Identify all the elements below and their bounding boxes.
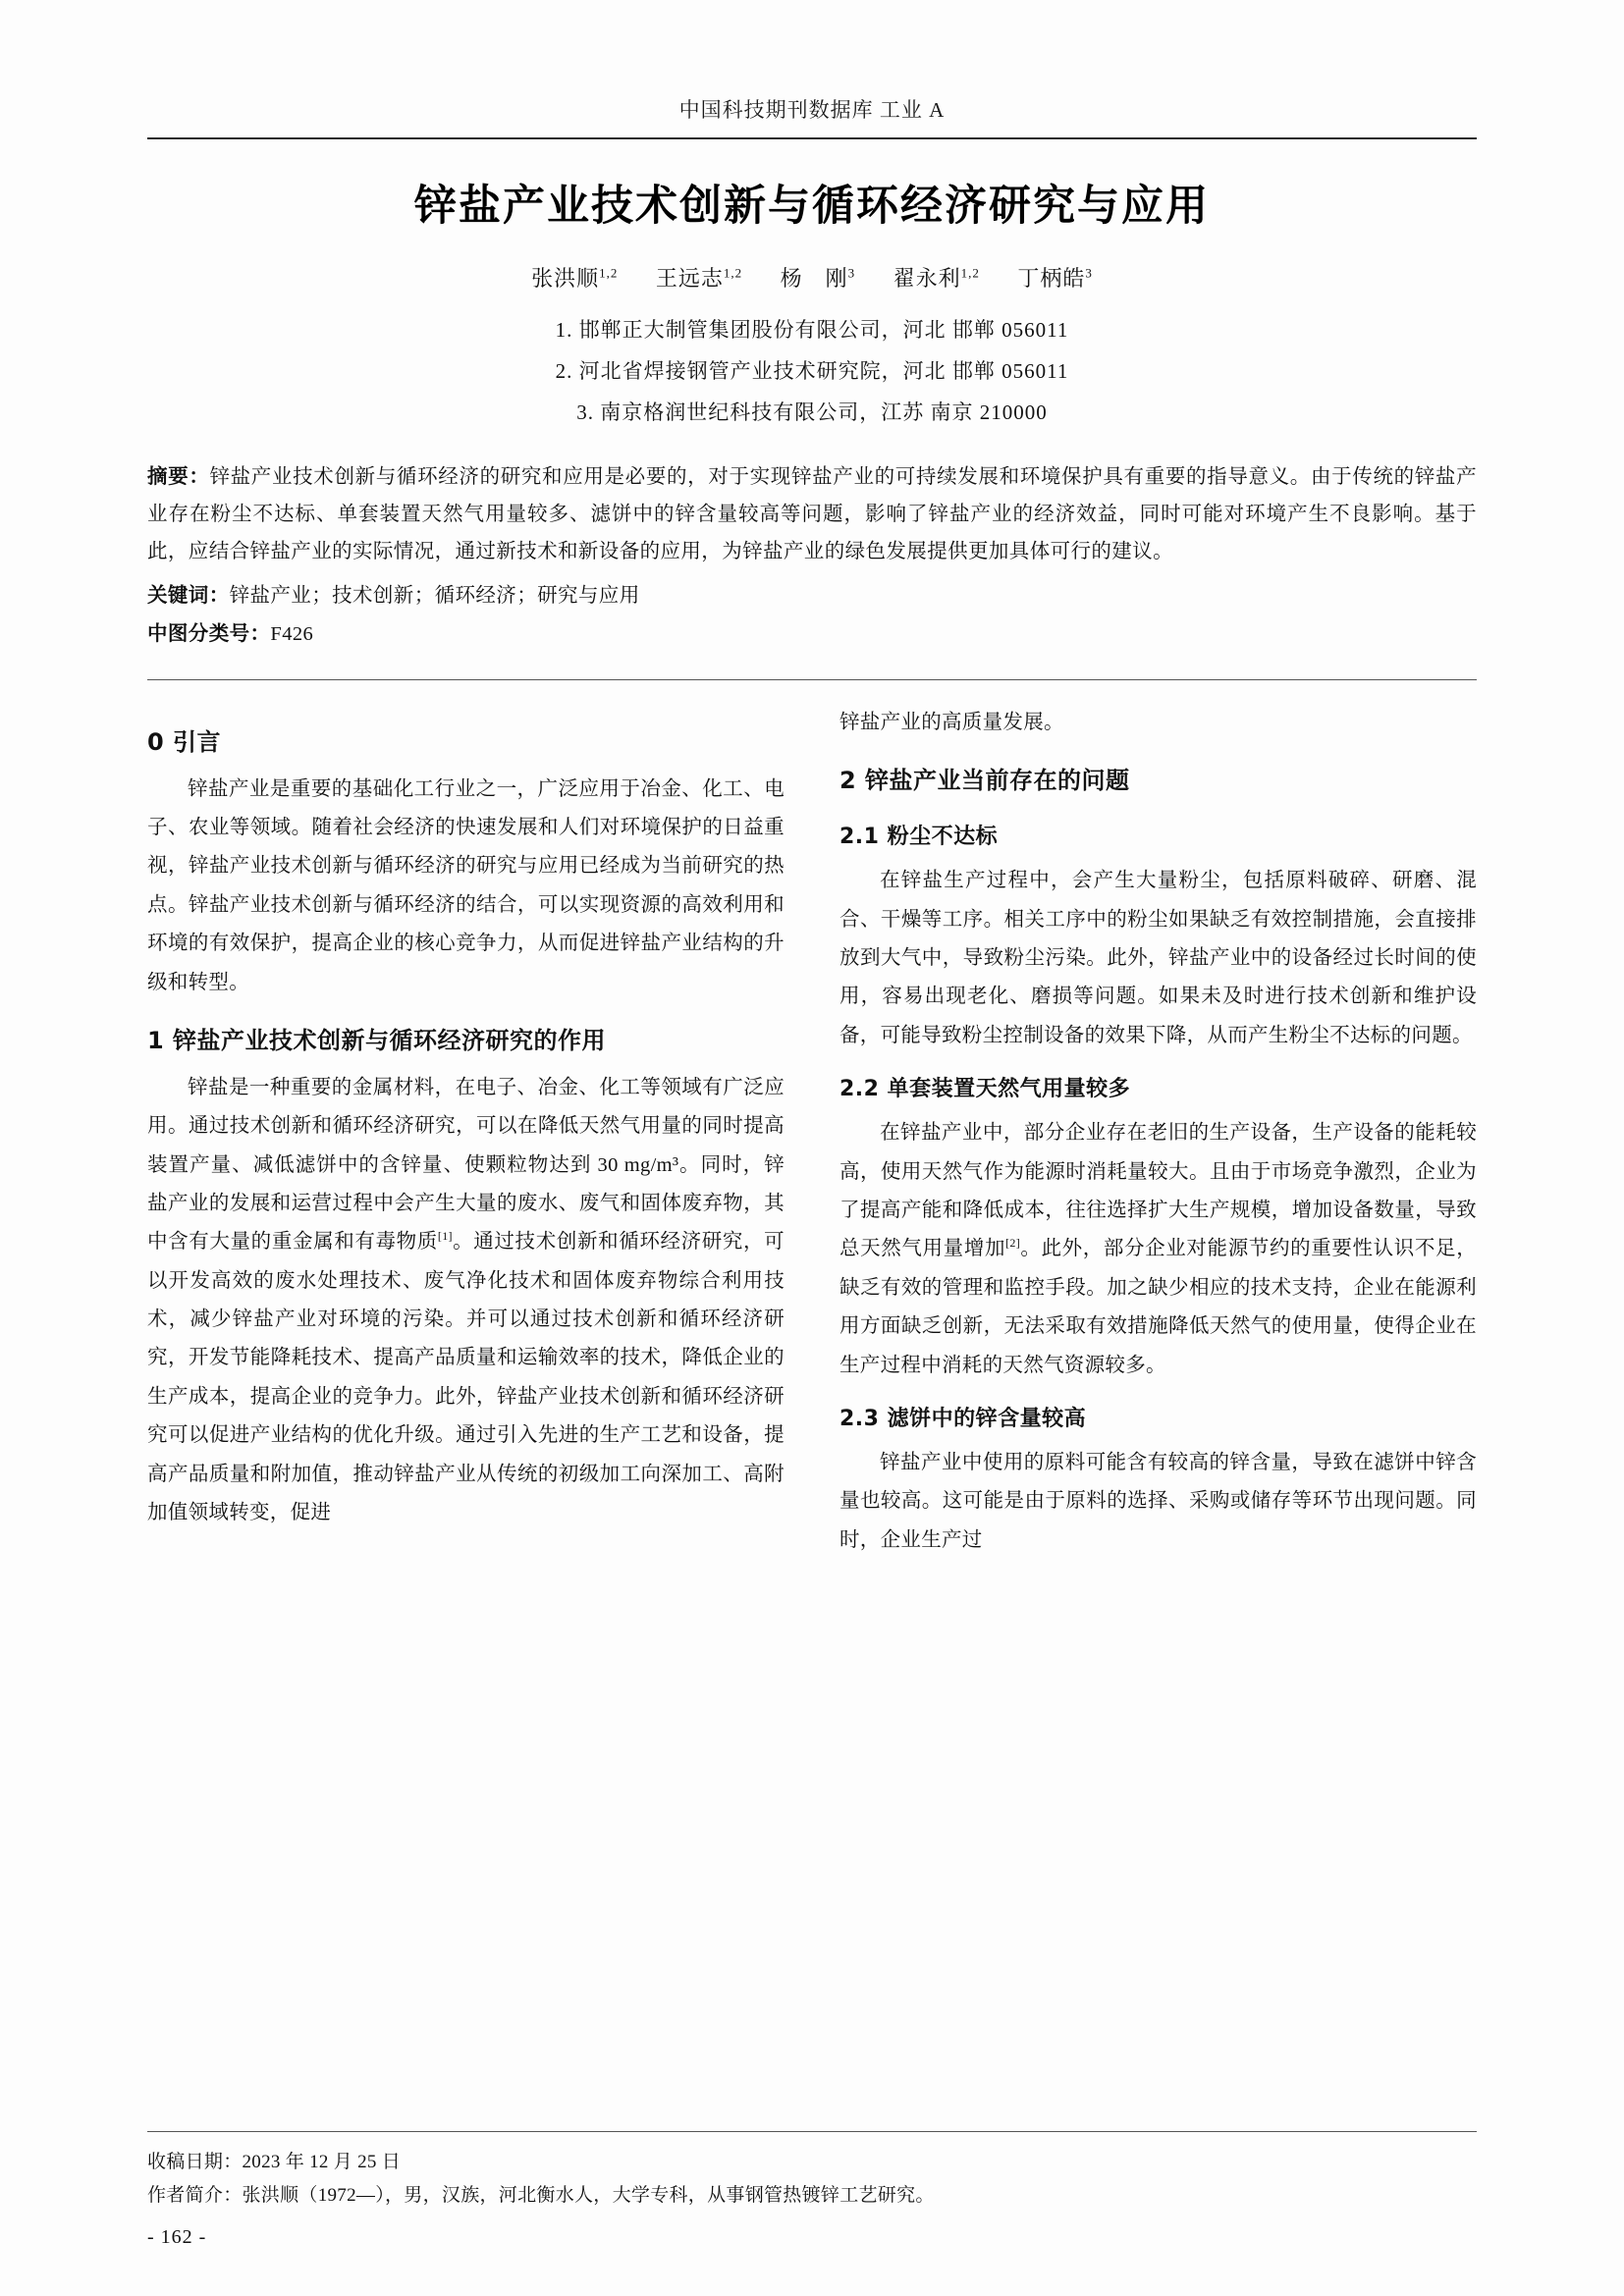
received-date: 收稿日期：2023 年 12 月 25 日 — [147, 2151, 402, 2172]
abstract-text: 锌盐产业技术创新与循环经济的研究和应用是必要的，对于实现锌盐产业的可持续发展和环境保护具有重要的指导意义。由于传统的锌盐产业存在粉尘不达标、单套装置天然气用量较多、滤饼中的锌含量较高等问题，影响了锌盐产业的经济效益，同时可能对环境产生不良影响。基于此，应结合锌盐产业的实际情况，通过新技术和新设备的应用，为锌盐产业的绿色发展提供更加具体可行的建议。 — [147, 466, 1477, 562]
affiliation-item: 3. 南京格润世纪科技有限公司，江苏 南京 210000 — [576, 400, 1048, 424]
keywords-text: 锌盐产业；技术创新；循环经济；研究与应用 — [229, 584, 640, 607]
affiliation-item: 1. 邯郸正大制管集团股份有限公司，河北 邯郸 056011 — [555, 318, 1069, 342]
footnote-divider — [147, 2131, 1477, 2132]
paragraph-part: 。通过技术创新和循环经济研究，可以开发高效的废水处理技术、废气净化技术和固体废弃物综合利用技术，减少锌盐产业对环境的污染。并可以通过技术创新和循环经济研究，开发节能降耗技术、提高产品质量和运输效率的技术，降低企业的生产成本，提高企业的竞争力。此外，锌盐产业技术创新和循环经济研究可以促进产业结构的优化升级。通过引入先进的生产工艺和设备，提高产品质量和附加值，推动锌盐产业从传统的初级加工向深加工、高附加值领域转变，促进 — [147, 1231, 785, 1523]
author-name: 丁柄皓 — [1017, 266, 1086, 291]
abstract — [147, 459, 1477, 571]
author-name: 翟永利 — [893, 266, 961, 291]
author-affil-marker: 3 — [1085, 265, 1093, 281]
body-divider — [147, 679, 1477, 680]
running-head: 中国科技期刊数据库 工业 A — [678, 98, 946, 122]
footnotes — [147, 2146, 1477, 2213]
page-number: - 162 - — [147, 2226, 207, 2248]
paragraph: 锌盐产业中使用的原料可能含有较高的锌含量，导致在滤饼中锌含量也较高。这可能是由于原料的选择、采购或储存等环节出现问题。同时，企业生产过 — [839, 1452, 1477, 1551]
page-footer — [147, 2113, 1477, 2249]
author-item — [893, 266, 980, 291]
author-affil-marker: 3 — [847, 265, 856, 281]
clc-text: F426 — [270, 622, 314, 645]
right-column — [839, 704, 1477, 1685]
paragraph-part: 。此外，部分企业对能源节约的重要性认识不足，缺乏有效的管理和监控手段。加之缺少相应的技术支持，企业在能源利用方面缺乏创新，无法采取有效措施降低天然气的使用量，使得企业在生产过程中消耗的天然气资源较多。 — [839, 1238, 1477, 1376]
section-heading-1: 1 锌盐产业技术创新与循环经济研究的作用 — [147, 1026, 607, 1054]
keywords-label: 关键词： — [147, 584, 230, 607]
author-name: 杨 刚 — [780, 266, 848, 291]
section-heading-0: 0 引言 — [147, 727, 222, 756]
paragraph — [839, 1114, 1477, 1385]
abstract-label: 摘要： — [147, 466, 210, 488]
author-affil-marker: 1,2 — [599, 265, 619, 281]
author-name: 张洪顺 — [531, 266, 600, 291]
author-item — [781, 266, 856, 291]
citation-ref: [2] — [1005, 1236, 1020, 1251]
clc-number — [147, 615, 1477, 654]
author-affil-marker: 1,2 — [960, 265, 980, 281]
author-affil-marker: 1,2 — [723, 265, 743, 281]
citation-ref: [1] — [437, 1229, 453, 1244]
author-item — [656, 266, 742, 291]
clc-label: 中图分类号： — [147, 622, 271, 645]
section-heading-2-3: 2.3 滤饼中的锌含量较高 — [839, 1406, 1087, 1431]
paragraph-carryover: 锌盐产业的高质量发展。 — [839, 711, 1064, 733]
header-divider — [147, 137, 1477, 139]
section-heading-2-2: 2.2 单套装置天然气用量较多 — [839, 1077, 1131, 1102]
author-bio: 作者简介：张洪顺（1972—），男，汉族，河北衡水人，大学专科，从事钢管热镀锌工艺研究。 — [147, 2184, 935, 2206]
affiliation-item: 2. 河北省焊接钢管产业技术研究院，河北 邯郸 056011 — [555, 359, 1069, 383]
affiliation-list — [147, 314, 1477, 426]
paragraph: 在锌盐生产过程中，会产生大量粉尘，包括原料破碎、研磨、混合、干燥等工序。相关工序中的粉尘如果缺乏有效控制措施，会直接排放到大气中，导致粉尘污染。此外，锌盐产业中的设备经过长时间的使用，容易出现老化、磨损等问题。如果未及时进行技术创新和维护设备，可能导致粉尘控制设备的效果下降，从而产生粉尘不达标的问题。 — [839, 870, 1477, 1046]
section-heading-2-1: 2.1 粉尘不达标 — [839, 825, 999, 850]
paragraph: 锌盐产业是重要的基础化工行业之一，广泛应用于冶金、化工、电子、农业等领域。随着社会经济的快速发展和人们对环境保护的日益重视，锌盐产业技术创新与循环经济的研究与应用已经成为当前研究的热点。锌盐产业技术创新与循环经济的结合，可以实现资源的高效利用和环境的有效保护，提高企业的核心竞争力，从而促进锌盐产业结构的升级和转型。 — [147, 777, 785, 993]
paragraph-part: 锌盐是一种重要的金属材料，在电子、冶金、化工等领域有广泛应用。通过技术创新和循环经济研究，可以在降低天然气用量的同时提高装置产量、减低滤饼中的含锌量、使颗粒物达到 30 mg/m³。同时，锌盐产业的发展和运营过程中会产生大量的废水、废气和固体废弃物，其中含有大量的重金属和有毒物质 — [147, 1076, 785, 1254]
paragraph-part: 在锌盐产业中，部分企业存在老旧的生产设备，生产设备的能耗较高，使用天然气作为能源时消耗量较大。且由于市场竞争激烈，企业为了提高产能和降低成本，往往选择扩大生产规模，增加设备数量，导致总天然气用量增加 — [839, 1122, 1477, 1260]
paragraph — [147, 1069, 785, 1532]
author-item — [531, 266, 618, 291]
left-column — [147, 704, 785, 1685]
page-title: 锌盐产业技术创新与循环经济研究与应用 — [414, 182, 1210, 231]
author-list — [147, 262, 1477, 293]
body-columns — [147, 704, 1477, 1685]
section-heading-2: 2 锌盐产业当前存在的问题 — [839, 767, 1130, 794]
author-item — [1017, 266, 1093, 291]
keywords — [147, 577, 1477, 615]
author-name: 王远志 — [655, 266, 724, 291]
